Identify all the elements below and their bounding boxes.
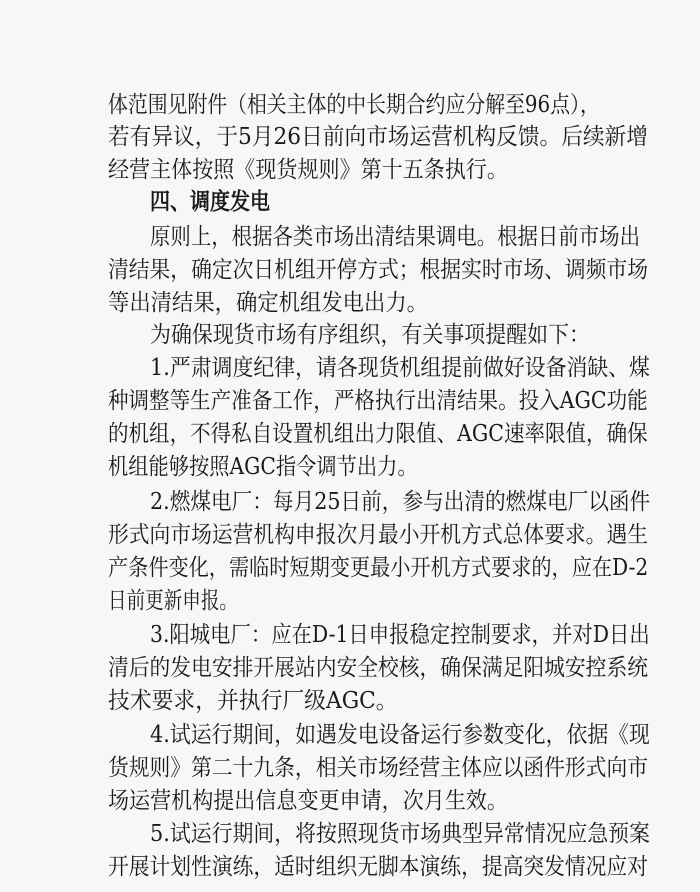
text-line: 1.严肃调度纪律，请各现货机组提前做好设备消缺、煤: [150, 355, 650, 382]
text-line: 机组能够按照AGC指令调节出力。: [108, 454, 418, 481]
text-line: 技术要求，并执行厂级AGC。: [108, 687, 398, 714]
text-line: 为确保现货市场有序组织，有关事项提醒如下：: [150, 322, 591, 349]
text-line: 清结果，确定次日机组开停方式；根据实时市场、调频市场: [108, 257, 648, 284]
text-line: 产条件变化，需临时短期变更最小开机方式要求的，应在D-2: [108, 555, 649, 582]
text-line: 货规则》第二十九条，相关市场经营主体应以函件形式向市: [108, 754, 648, 781]
text-line: 种调整等生产准备工作，严格执行出清结果。投入AGC功能: [108, 388, 648, 415]
text-line: 开展计划性演练，适时组织无脚本演练，提高突发情况应对: [108, 853, 648, 880]
text-line: 体范围见附件（相关主体的中长期合约应分解至96点），: [108, 91, 600, 118]
text-line: 的机组，不得私自设置机组出力限值、AGC速率限值，确保: [108, 421, 648, 448]
text-line: 原则上，根据各类市场出清结果调电。根据日前市场出: [150, 224, 641, 251]
text-line: 若有异议，于5月26日前向市场运营机构反馈。后续新增: [108, 124, 648, 151]
text-line: 3.阳城电厂：应在D-1日申报稳定控制要求，并对D日出: [150, 621, 650, 648]
section-heading: 四、调度发电: [150, 187, 271, 215]
text-line: 场运营机构提出信息变更申请，次月生效。: [108, 787, 508, 814]
text-line: 清后的发电安排开展站内安全校核，确保满足阳城安控系统: [108, 654, 648, 681]
text-line: 4.试运行期间，如遇发电设备运行参数变化，依据《现: [150, 721, 650, 748]
text-line: 日前更新申报。: [108, 588, 239, 615]
text-line: 5.试运行期间，将按照现货市场典型异常情况应急预案: [150, 820, 650, 847]
text-line: 形式向市场运营机构申报次月最小开机方式总体要求。遇生: [108, 522, 648, 549]
text-line: 2.燃煤电厂：每月25日前，参与出清的燃煤电厂以函件: [150, 489, 651, 516]
text-line: 等出清结果，确定机组发电出力。: [108, 290, 428, 317]
text-line: 经营主体按照《现货规则》第十五条执行。: [108, 157, 508, 184]
